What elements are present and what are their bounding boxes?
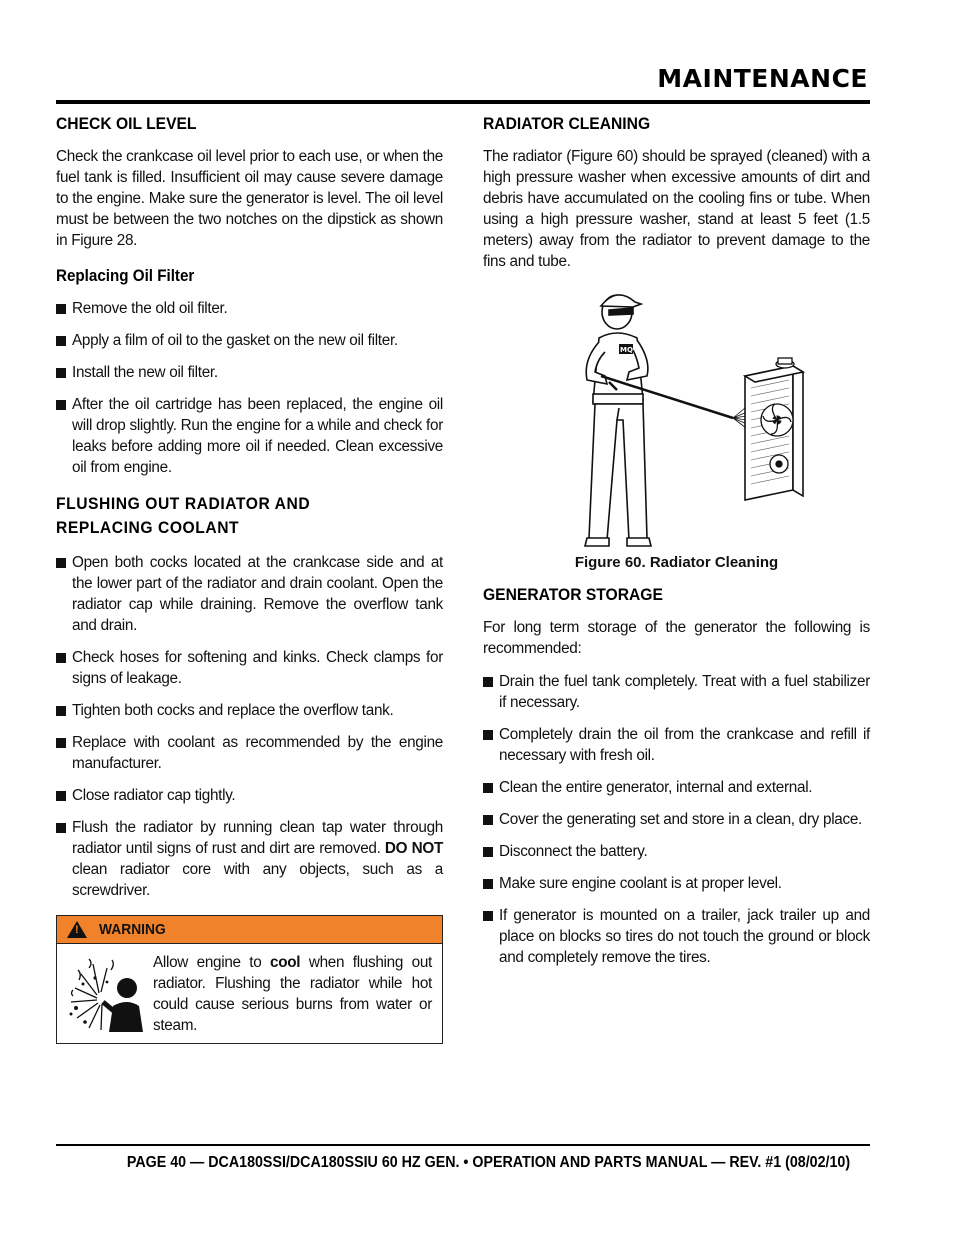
warning-box bbox=[56, 915, 443, 1044]
warning-header bbox=[57, 916, 442, 944]
bullet-square-icon bbox=[483, 783, 493, 793]
bullet-square-icon bbox=[56, 400, 66, 410]
list-item: Open both cocks located at the crankcase side and at the lower part of the radiator and drain coolant. Open the radiator cap while draining. Remove the overflow tank and drain. bbox=[56, 552, 443, 636]
bullet-square-icon bbox=[483, 911, 493, 921]
badge-text: MQ bbox=[619, 346, 633, 354]
storage-intro: For long term storage of the generator the following is recommended: bbox=[483, 619, 870, 657]
bullet-square-icon bbox=[483, 879, 493, 889]
bullet-square-icon bbox=[56, 336, 66, 346]
check-oil-text: Check the crankcase oil level prior to each use, or when the fuel tank is filled. Insufficient oil may cause severe damage to the engine. Make sure the generator is level. The oil level must be between the two notches on the dipstick as shown in Figure 28. bbox=[56, 148, 443, 249]
list-item: Check hoses for softening and kinks. Check clamps for signs of leakage. bbox=[56, 647, 443, 689]
bullet-square-icon bbox=[56, 653, 66, 663]
bullet-square-icon bbox=[56, 706, 66, 716]
bullet-square-icon bbox=[56, 558, 66, 568]
radiator-cleaning-illustration bbox=[547, 280, 807, 550]
right-column bbox=[483, 114, 870, 982]
list-item: If generator is mounted on a trailer, jack trailer up and place on blocks so tires do not touch the ground or block and completely remove the tires. bbox=[483, 905, 870, 968]
radiator-cleaning-figure bbox=[483, 280, 870, 550]
list-item: After the oil cartridge has been replaced, the engine oil will drop slightly. Run the engine for a while and check for leaks before adding more oil if needed. Clean excessive oil from engine. bbox=[56, 394, 443, 478]
warning-text: Allow engine to cool when flushing out radiator. Flushing the radiator while hot could cause serious burns from water or steam. bbox=[153, 954, 432, 1034]
bullet-square-icon bbox=[56, 738, 66, 748]
warning-label: WARNING bbox=[99, 921, 166, 938]
figure-caption: Figure 60. Radiator Cleaning bbox=[574, 554, 779, 571]
list-item: Install the new oil filter. bbox=[56, 362, 443, 383]
steam-burn-hazard-icon bbox=[67, 958, 147, 1037]
list-item: Cover the generating set and store in a clean, dry place. bbox=[483, 809, 870, 830]
flushing-heading: FLUSHING OUT RADIATOR AND REPLACING COOLANT bbox=[56, 494, 311, 537]
bullet-square-icon bbox=[56, 368, 66, 378]
page-section-title: MAINTENANCE bbox=[657, 64, 868, 93]
radiator-cleaning-heading: RADIATOR CLEANING bbox=[483, 114, 651, 133]
list-item: Completely drain the oil from the crankcase and refill if necessary with fresh oil. bbox=[483, 724, 870, 766]
bullet-square-icon bbox=[483, 847, 493, 857]
bullet-square-icon bbox=[56, 823, 66, 833]
page-footer: PAGE 40 — DCA180SSI/DCA180SSIU 60 HZ GEN. • OPERATION AND PARTS MANUAL — REV. #1 (08/02/10) bbox=[126, 1154, 850, 1171]
bullet-square-icon bbox=[483, 730, 493, 740]
storage-list bbox=[483, 671, 870, 968]
list-item: Close radiator cap tightly. bbox=[56, 785, 443, 806]
left-column bbox=[56, 114, 443, 1044]
list-item: Disconnect the battery. bbox=[483, 841, 870, 862]
generator-storage-heading: GENERATOR STORAGE bbox=[483, 585, 663, 604]
footer-rule bbox=[56, 1144, 870, 1146]
header-rule bbox=[56, 100, 870, 104]
oil-filter-list bbox=[56, 298, 443, 478]
bullet-square-icon bbox=[56, 304, 66, 314]
list-item: Remove the old oil filter. bbox=[56, 298, 443, 319]
list-item: Make sure engine coolant is at proper level. bbox=[483, 873, 870, 894]
list-item: Replace with coolant as recommended by the engine manufacturer. bbox=[56, 732, 443, 774]
list-item: Drain the fuel tank completely. Treat with a fuel stabilizer if necessary. bbox=[483, 671, 870, 713]
check-oil-heading: CHECK OIL LEVEL bbox=[56, 114, 197, 133]
oil-filter-heading: Replacing Oil Filter bbox=[56, 267, 195, 285]
list-item: Tighten both cocks and replace the overflow tank. bbox=[56, 700, 443, 721]
flushing-list bbox=[56, 552, 443, 901]
list-item: Clean the entire generator, internal and external. bbox=[483, 777, 870, 798]
bullet-square-icon bbox=[483, 815, 493, 825]
list-item: Flush the radiator by running clean tap water through radiator until signs of rust and dirt are removed. DO NOT clean radiator core with any objects, such as a screwdriver. bbox=[56, 817, 443, 901]
list-item: Apply a film of oil to the gasket on the new oil filter. bbox=[56, 330, 443, 351]
bullet-square-icon bbox=[483, 677, 493, 687]
bullet-square-icon bbox=[56, 791, 66, 801]
radiator-cleaning-text: The radiator (Figure 60) should be sprayed (cleaned) with a high pressure washer when excessive amounts of dirt and debris have accumulated on the cooling fins or tube. When using a high pressure washer, stand at least 5 feet (1.5 meters) away from the radiator to prevent damage to the fins and tube. bbox=[483, 148, 870, 270]
warning-triangle-icon: ! bbox=[67, 921, 87, 938]
warning-body bbox=[57, 944, 442, 1043]
